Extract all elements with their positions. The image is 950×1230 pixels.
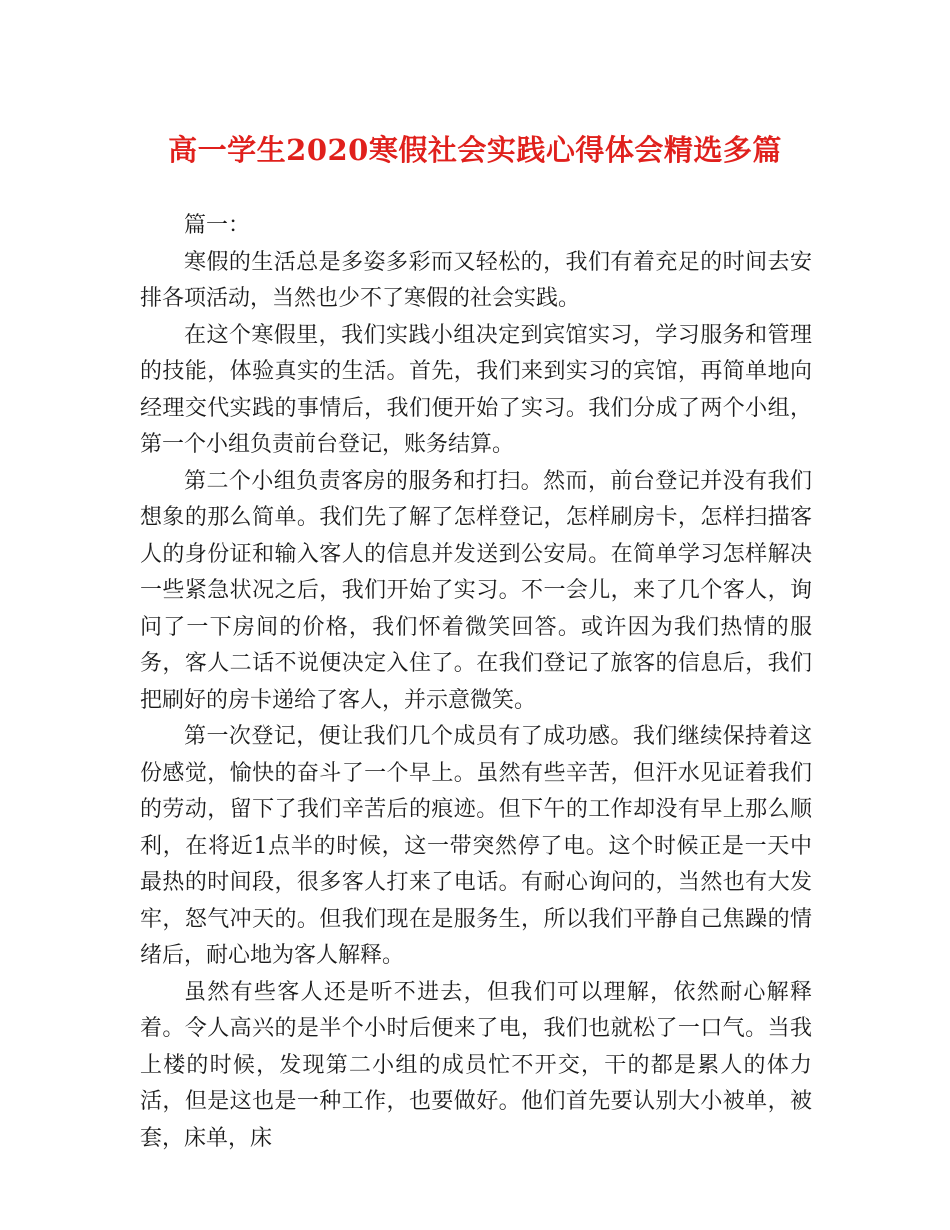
paragraph-3: 第二个小组负责客房的服务和打扫。然而，前台登记并没有我们想象的那么简单。我们先了解了怎样登记，怎样刷房卡，怎样扫描客人的身份证和输入客人的信息并发送到公安局。在简单学习怎样解决一些紧急状况之后，我们开始了实习。不一会儿，来了几个客人，询问了一下房间的价格，我们怀着微笑回答。或许因为我们热情的服务，客人二话不说便决定入住了。在我们登记了旅客的信息后，我们把刷好的房卡递给了客人，并示意微笑。 bbox=[140, 468, 812, 713]
paragraph-1: 寒假的生活总是多姿多彩而又轻松的，我们有着充足的时间去安排各项活动，当然也少不了寒假的社会实践。 bbox=[140, 249, 812, 311]
document-title: 高一学生2020寒假社会实践心得体会精选多篇 bbox=[168, 133, 782, 167]
paragraph-5: 虽然有些客人还是听不进去，但我们可以理解，依然耐心解释着。令人高兴的是半个小时后便来了电，我们也就松了一口气。当我上楼的时候，发现第二小组的成员忙不开交，干的都是累人的体力活，但是这也是一种工作，也要做好。他们首先要认别大小被单，被套，床单，床 bbox=[140, 979, 812, 1151]
paragraph-4: 第一次登记，便让我们几个成员有了成功感。我们继续保持着这份感觉，愉快的奋斗了一个早上。虽然有些辛苦，但汗水见证着我们的劳动，留下了我们辛苦后的痕迹。但下午的工作却没有早上那么顺利，在将近1点半的时候，这一带突然停了电。这个时候正是一天中最热的时间段，很多客人打来了电话。有耐心询问的，当然也有大发牢，怒气冲天的。但我们现在是服务生，所以我们平静自己焦躁的情绪后，耐心地为客人解释。 bbox=[140, 724, 812, 968]
section-heading: 篇一： bbox=[184, 213, 251, 238]
paragraph-2: 在这个寒假里，我们实践小组决定到宾馆实习，学习服务和管理的技能，体验真实的生活。首先，我们来到实习的宾馆，再简单地向经理交代实践的事情后，我们便开始了实习。我们分成了两个小组，第一个小组负责前台登记，账务结算。 bbox=[140, 322, 812, 457]
document-body bbox=[140, 208, 812, 1157]
